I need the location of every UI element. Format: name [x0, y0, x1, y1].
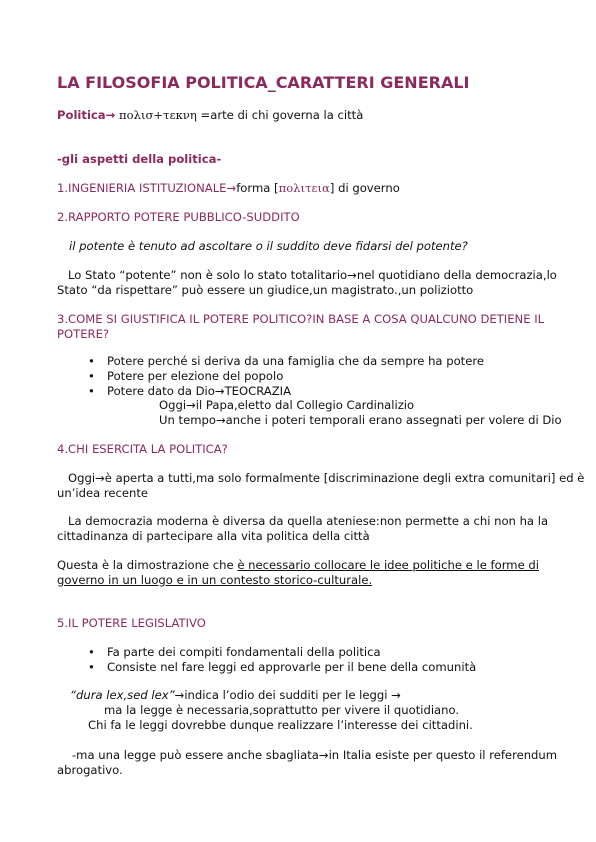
arrow-icon: → — [226, 181, 237, 195]
section2-paragraph-line1 — [68, 268, 557, 282]
list-item: • Potere dato da Dio→TEOCRAZIA — [88, 384, 484, 399]
definition-line — [57, 108, 363, 122]
section5-line2: ma la legge è necessaria,soprattutto per vivere il quotidiano. — [104, 703, 460, 717]
list-item: • Fa parte dei compiti fondamentali della politica — [88, 645, 476, 660]
greek-etymology: πολισ+τεκνη — [115, 108, 201, 122]
section4-p2-line1: La democrazia moderna è diversa da quella ateniese:non permette a chi non ha la — [68, 514, 549, 528]
latin-quote: “dura lex,sed lex” — [70, 688, 175, 702]
arrow-icon: → — [105, 108, 116, 122]
section5-heading: 5.IL POTERE LEGISLATIVO — [57, 616, 206, 630]
section3-sub-item1: Oggi→il Papa,eletto dal Collegio Cardinalizio — [159, 398, 415, 412]
section4-heading: 4.CHI ESERCITA LA POLITICA? — [57, 442, 228, 456]
section2-heading: 2.RAPPORTO POTERE PUBBLICO-SUDDITO — [57, 210, 300, 224]
section5-bullet-list — [88, 645, 476, 675]
section3-heading-line1: 3.COME SI GIUSTIFICA IL POTERE POLITICO?IN BASE A COSA QUALCUNO DETIENE IL — [57, 312, 545, 326]
section2-question: il potente è tenuto ad ascoltare o il suddito deve fidarsi del potente? — [69, 239, 468, 253]
section1-heading — [57, 181, 400, 195]
text-span: Questa è la dimostrazione che — [57, 558, 238, 572]
arrow-icon: → — [347, 268, 357, 282]
list-item: • Consiste nel fare leggi ed approvarle per il bene della comunità — [88, 660, 476, 675]
section1-label: 1.INGENIERIA ISTITUZIONALE — [57, 181, 227, 195]
section1-text: forma [ — [236, 181, 279, 195]
section3-bullet-list — [88, 354, 484, 399]
section4-p1-line1: Oggi→è aperta a tutti,ma solo formalmente [discriminazione degli extra comunitari] ed è — [68, 471, 585, 485]
section5-line3: Chi fa le leggi dovrebbe dunque realizzare l’interesse dei cittadini. — [88, 718, 473, 732]
section5-line4: -ma una legge può essere anche sbagliata→in Italia esiste per questo il referendum — [72, 748, 558, 762]
underlined-text: è necessario collocare le idee politiche e le forme di — [237, 558, 539, 572]
document-title: LA FILOSOFIA POLITICA_CARATTERI GENERALI — [57, 73, 470, 92]
section4-p3-line2: governo in un luogo e in un contesto storico-culturale. — [57, 573, 373, 587]
aspects-heading: -gli aspetti della politica- — [57, 152, 222, 166]
section5-line5: abrogativo. — [57, 763, 123, 777]
definition-term: Politica — [57, 108, 106, 122]
greek-term: πολιτεια — [278, 181, 330, 195]
section5-quote-line — [70, 688, 401, 702]
text-span: nel quotidiano della democrazia,lo — [356, 268, 557, 282]
section2-paragraph-line2: Stato “da rispettare” può essere un giudice,un magistrato.,un poliziotto — [57, 283, 474, 297]
text-span: →indica l’odio dei sudditi per le leggi → — [174, 688, 401, 702]
list-item: • Potere perché si deriva da una famiglia che da sempre ha potere — [88, 354, 484, 369]
section4-p3-line1 — [57, 558, 539, 572]
list-item: • Potere per elezione del popolo — [88, 369, 484, 384]
section3-heading-line2: POTERE? — [57, 327, 110, 341]
text-span: Lo Stato “potente” non è solo lo stato totalitario — [68, 268, 348, 282]
section4-p2-line2: cittadinanza di partecipare alla vita politica della città — [57, 529, 370, 543]
section3-sub-item2: Un tempo→anche i poteri temporali erano assegnati per volere di Dio — [159, 413, 562, 427]
section1-end: ] di governo — [329, 181, 400, 195]
section4-p1-line2: un’idea recente — [57, 486, 149, 500]
definition-meaning: =arte di chi governa la città — [200, 108, 364, 122]
